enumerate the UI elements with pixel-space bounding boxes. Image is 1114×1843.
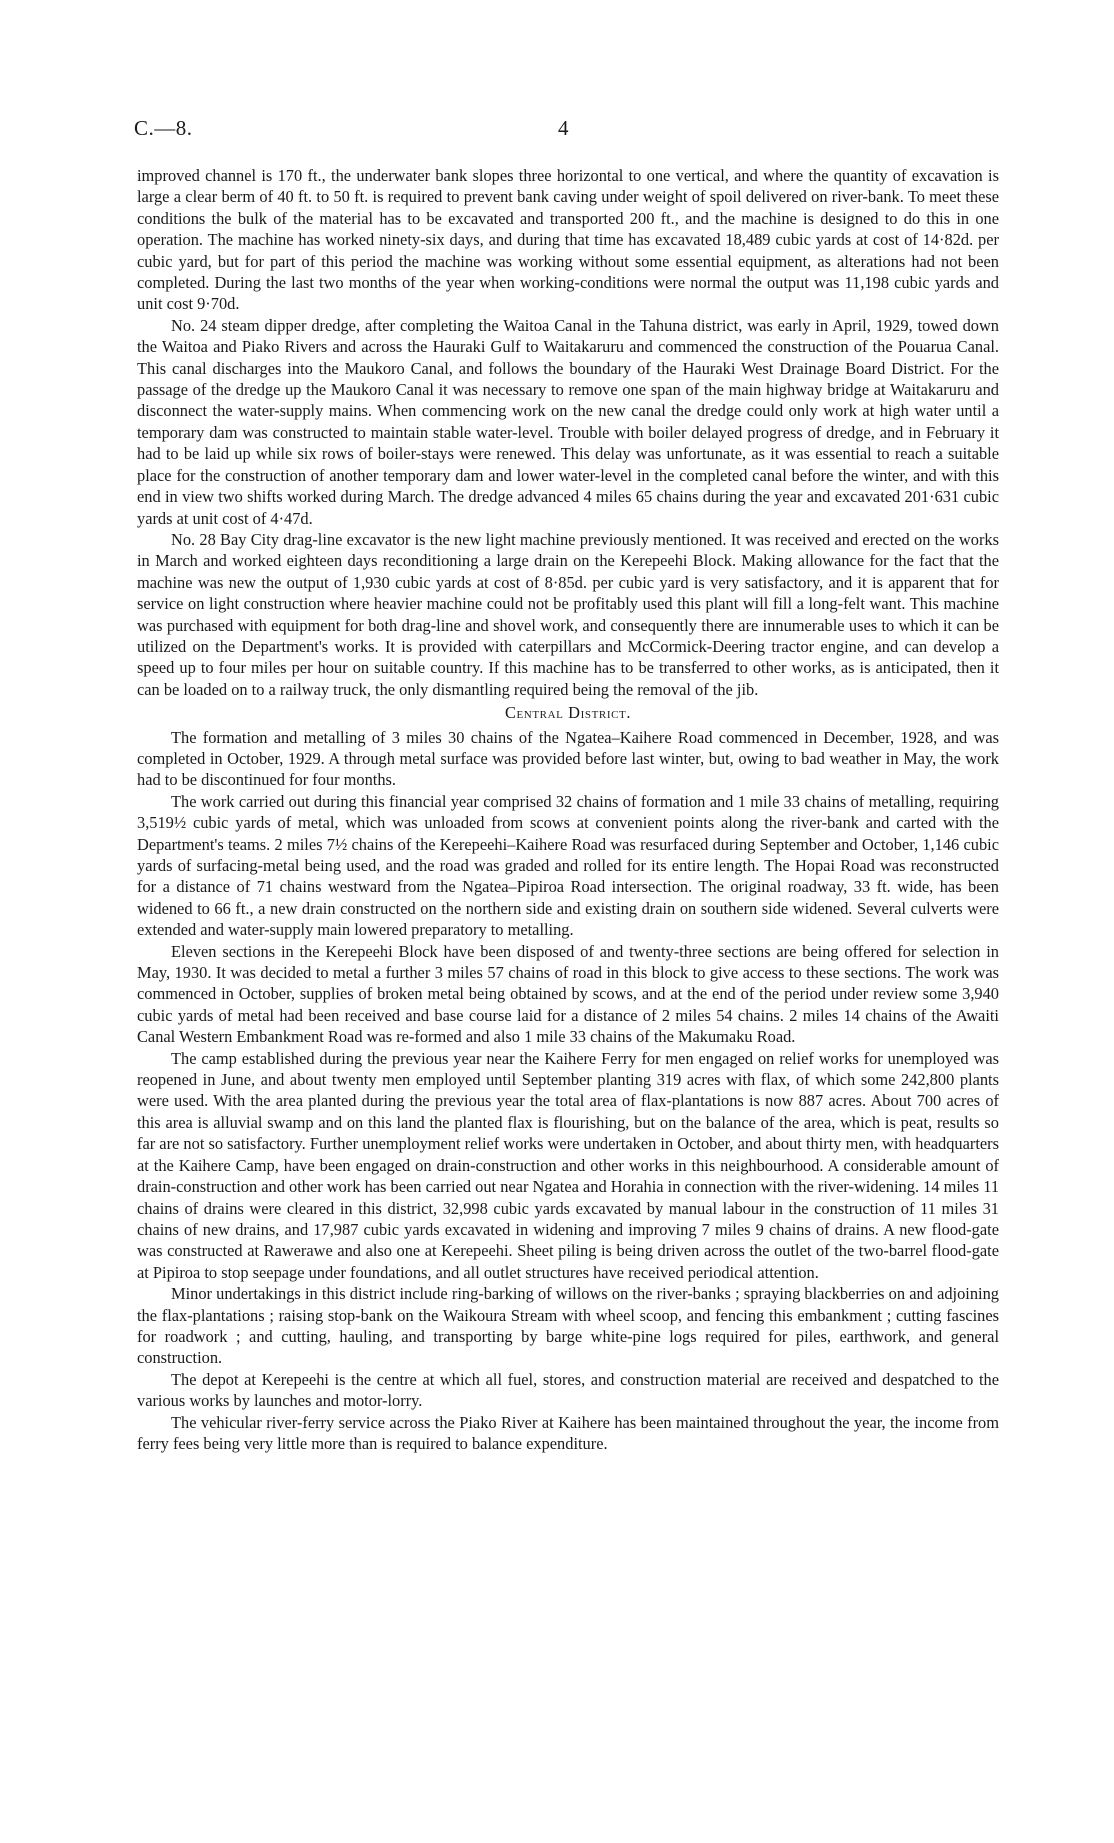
page-header [134, 116, 994, 146]
paragraph-no28-excavator: No. 28 Bay City drag-line excavator is the new light machine previously mentioned. It was received and erected on the works in March and worked eighteen days reconditioning a large drain on the Kerepeehi Block. Making allowance for the fact that the machine was new the output of 1,930 cubic yards at cost of 8·85d. per cubic yard is very satisfactory, and it is apparent that for service on light construction where heavier machine could not be profitably used this plant will fill a long-felt want. This machine was purchased with equipment for both drag-line and shovel work, and consequently there are innumerable uses to which it can be utilized on the Department's works. It is provided with caterpillars and McCormick-Deering tractor engine, and can develop a speed up to four miles per hour on suitable country. If this machine has to be transferred to other works, as is anticipated, then it can be loaded on to a railway truck, the only dismantling required being the removal of the jib. [137, 529, 999, 699]
paragraph-financial-year-work: The work carried out during this financial year comprised 32 chains of formation and 1 mile 33 chains of metalling, requiring 3,519½ cubic yards of metal, which was unloaded from scows at convenient points along the river-bank and carted with the Department's teams. 2 miles 7½ chains of the Kerepeehi–Kaihere Road was resurfaced during September and October, 1,146 cubic yards of surfacing-metal being used, and the road was graded and rolled for its entire length. The Hopai Road was reconstructed for a distance of 71 chains westward from the Ngatea–Pipiroa Road intersection. The original roadway, 33 ft. wide, has been widened to 66 ft., a new drain constructed on the northern side and existing drain on southern side widened. Several culverts were extended and water-supply main lowered preparatory to metalling. [137, 791, 999, 940]
body-text [137, 165, 999, 1454]
paragraph-improved-channel: improved channel is 170 ft., the underwater bank slopes three horizontal to one vertical, and where the quantity of excavation is large a clear berm of 40 ft. to 50 ft. is required to prevent bank caving under weight of spoil delivered on river-bank. To meet these conditions the bulk of the material has to be excavated and transported 200 ft., and the machine is designed to do this in one operation. The machine has worked ninety-six days, and during that time has excavated 18,489 cubic yards at cost of 14·82d. per cubic yard, but for part of this period the machine was working without some essential equipment, as alterations had not been completed. During the last two months of the year when working-conditions were normal the output was 11,198 cubic yards and unit cost 9·70d. [137, 166, 999, 314]
paragraph-kaihere-camp: The camp established during the previous year near the Kaihere Ferry for men engaged on relief works for unemployed was reopened in June, and about twenty men employed until September planting 319 acres with flax, of which some 242,800 plants were used. With the area planted during the previous year the total area of flax-plantations is now 887 acres. About 700 acres of this area is alluvial swamp and on this land the planted flax is flourishing, but on the balance of the area, which is peat, results so far are not so satisfactory. Further unemployment relief works were undertaken in October, and about thirty men, with headquarters at the Kaihere Camp, have been engaged on drain-construction and other works in this neighbourhood. A considerable amount of drain-construction and other work has been carried out near Ngatea and Horahia in connection with the river-widening. 14 miles 11 chains of drains were cleared in this district, 32,998 cubic yards excavated by manual labour in the construction of 11 miles 31 chains of new drains, and 17,987 cubic yards excavated in widening and improving 7 miles 9 chains of drains. A new flood-gate was constructed at Rawerawe and also one at Kerepeehi. Sheet piling is being driven across the outlet of the two-barrel flood-gate at Pipiroa to stop seepage under foundations, and all outlet structures have received periodical attention. [137, 1048, 1000, 1282]
paragraph-ngatea-kaihere-road: The formation and metalling of 3 miles 30 chains of the Ngatea–Kaihere Road commenced in December, 1928, and was completed in October, 1929. A through metal surface was provided before last winter, but, owing to bad weather in May, the work had to be discontinued for four months. [137, 727, 999, 790]
paragraph-river-ferry: The vehicular river-ferry service across the Piako River at Kaihere has been maintained throughout the year, the income from ferry fees being very little more than is required to balance expenditure. [137, 1412, 999, 1453]
paragraph-minor-undertakings: Minor undertakings in this district include ring-barking of willows on the river-banks ; spraying blackberries on and adjoining the flax-plantations ; raising stop-bank on the Waikoura Stream with wheel scoop, and fencing this embankment ; cutting fascines for roadwork ; and cutting, hauling, and transporting by barge white-pine logs required for piles, earthwork, and general construction. [137, 1284, 999, 1368]
section-heading-central-district: Central District. [504, 703, 632, 723]
paragraph-kerepeehi-depot: The depot at Kerepeehi is the centre at which all fuel, stores, and construction material are received and despatched to the various works by launches and motor-lorry. [137, 1369, 999, 1411]
paragraph-no24-dredge: No. 24 steam dipper dredge, after completing the Waitoa Canal in the Tahuna district, was early in April, 1929, towed down the Waitoa and Piako Rivers and across the Hauraki Gulf to Waitakaruru and commenced the construction of the Pouarua Canal. This canal discharges into the Maukoro Canal, and follows the boundary of the Hauraki West Drainage Board District. For the passage of the dredge up the Maukoro Canal it was necessary to remove one span of the main highway bridge at Waitakaruru and disconnect the water-supply mains. When commencing work on the new canal the dredge could only work at high water until a temporary dam was constructed to maintain stable water-level. Trouble with boiler delayed progress of dredge, and in February it had to be laid up while six rows of boiler-stays were renewed. This delay was unfortunate, as it was essential to reach a suitable place for the construction of another temporary dam and lower water-level in the completed canal before the winter, and with this end in view two shifts worked during March. The dredge advanced 4 miles 65 chains during the year and excavated 201·631 cubic yards at unit cost of 4·47d. [137, 315, 999, 528]
page-number: 4 [558, 116, 569, 140]
paragraph-kerepeehi-sections: Eleven sections in the Kerepeehi Block have been disposed of and twenty-three sections are being offered for selection in May, 1930. It was decided to metal a further 3 miles 57 chains of road in this block to give access to these sections. The work was commenced in October, supplies of broken metal being obtained by scows, and at the end of the period under review some 3,940 cubic yards of metal had been received and base course laid for a distance of 2 miles 54 chains. 2 miles 14 chains of the Awaiti Canal Western Embankment Road was re-formed and also 1 mile 33 chains of the Makumaku Road. [137, 941, 999, 1047]
document-reference: C.—8. [134, 116, 193, 140]
